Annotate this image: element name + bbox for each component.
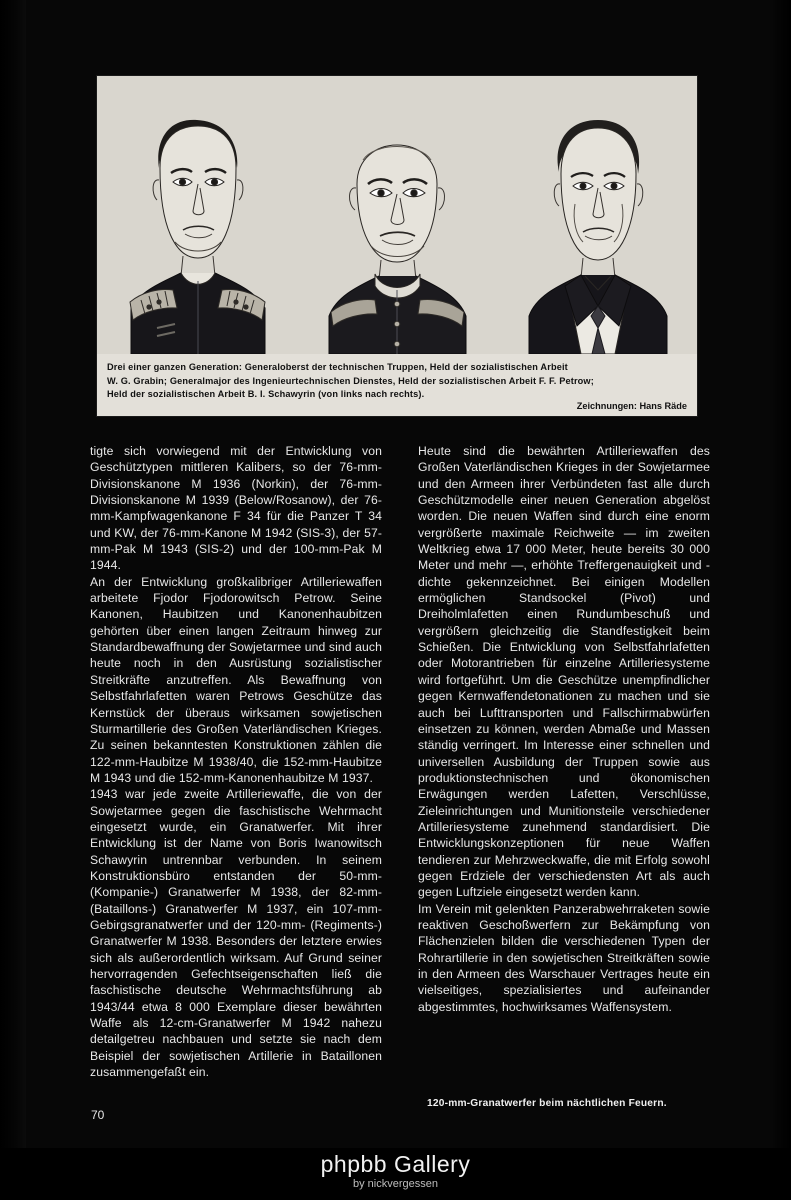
watermark-subtitle: by nickvergessen <box>353 1178 438 1190</box>
paragraph: Heute sind die bewährten Artilleriewaffen des Großen Vaterländischen Krieges in der Sowjetarmee und den Armeen ihrer Verbündeten fast alle durch Geschützmodelle einer neuen Generation abgelöst worden. Die neuen Waffen sind durch eine enorm vergrößerte maximale Reichweite — im zweiten Weltkrieg etwa 17 000 Meter, heute bereits 30 000 Meter und mehr —, erhöhte Treffergenauigkeit und -dichte gekennzeichnet. Bei einigen Modellen ermöglichen Standsockel (Pivot) und Dreiholmlafetten einen Rundumbeschuß und vergrößern gleichzeitig die Standfestigkeit beim Schießen. Die Entwicklung von Selbstfahrlafetten oder Motorantrieben für einzelne Artilleriesysteme wird fortgeführt. Um die Geschütze unempfindlicher gegen Kernwaffendetonationen zu machen und sie auch bei Lufttransporten und Fallschirmabwürfen einsetzen zu können, werden Abmaße und Massen ständig verringert. Im Interesse einer schnellen und universellen Ausbildung der Truppen sowie aus produktionstechnischen und ökonomischen Erwägungen werden Lafetten, Verschlüsse, Zieleinrichtungen und Munitionsteile verschiedener Artilleriesysteme zunehmend standardisiert. Die Entwicklungskonzeptionen für neue Waffen tendieren zur Mehrzweckwaffe, die mit Erfolg sowohl gegen Erdziele der verschiedensten Art als auch gegen Luftziele eingesetzt werden kann. <box>418 444 710 900</box>
page-right-edge-shadow <box>773 0 791 1148</box>
figure-caption: 120-mm-Granatwerfer beim nächtlichen Feuern. <box>427 1098 667 1109</box>
caption-credit: Zeichnungen: Hans Räde <box>576 401 687 411</box>
paragraph: Im Verein mit gelenkten Panzerabwehrraketen sowie reaktiven Geschoßwerfern zur Bekämpfung von Flächenzielen bilden die verschiedenen Typen der Rohrartillerie in den sowjetischen Streitkräften sowie in den Armeen des Warschauer Vertrages heute ein vielseitiges, spezialisiertes und aufeinander abgestimmtes, hochwirksames Waffensystem. <box>418 901 710 1014</box>
column-left <box>90 443 382 1080</box>
portrait-group <box>97 76 697 354</box>
page-number: 70 <box>91 1108 105 1122</box>
caption-line-2: W. G. Grabin; Generalmajor des Ingenieurtechnischen Dienstes, Held der sozialistischen Arbeit F. F. Petrow; <box>107 375 594 386</box>
illustration-plate <box>97 76 697 416</box>
page-binding-shadow <box>0 0 26 1148</box>
caption-line-1: Drei einer ganzen Generation: Generaloberst der technischen Truppen, Held der sozialistischen Arbeit <box>107 362 568 372</box>
portrait-petrow <box>297 76 497 354</box>
watermark-bar <box>0 1148 791 1200</box>
watermark-title: phpbb Gallery <box>320 1151 471 1177</box>
paragraph: An der Entwicklung großkalibriger Artilleriewaffen arbeitete Fjodor Fjodorowitsch Petrow. Seine Kanonen, Haubitzen und Kanonenhaubitzen gehörten über einen langen Zeitraum hinweg zur Standardbewaffnung der Sowjetarmee und sind auch heute noch in den Ausrüstung sozialistischer Streitkräfte anzutreffen. Als Bewaffnung von Selbstfahrlafetten waren Petrows Geschütze das Kernstück der überaus wirksamen sowjetischen Sturmartillerie des Großen Vaterländischen Krieges. Zu seinen bekanntesten Konstruktionen zählen die 122-mm-Haubitze M 1938/40, die 152-mm-Haubitze M 1943 und die 152-mm-Kanonenhaubitze M 1937. <box>90 574 382 785</box>
paragraph: 1943 war jede zweite Artilleriewaffe, die von der Sowjetarmee gegen die faschistische Wehrmacht eingesetzt wurde, ein Granatwerfer. Mit ihrer Entwicklung ist der Name von Boris Iwanowitsch Schawyrin untrennbar verbunden. In seinem Konstruktionsbüro entstanden der 50-mm- (Kompanie-) Granatwerfer M 1938, der 82-mm- (Bataillons-) Granatwerfer M 1937, ein 107-mm-Gebirgsgranatwerfer und der 120-mm- (Regiments-) Granatwerfer M 1938. Besonders der letztere erwies sich als außerordentlich wirksam. Auf Grund seiner hervorragenden Gefechtseigenschaften ließ die faschistische deutsche Wehrmachtsführung ab 1943/44 etwa 8 000 Exemplare dieser bewährten Waffe als 12-cm-Granatwerfer M 1942 nahezu detailgetreu nachbauen und setzte sie nach dem Beispiel der sowjetischen Artillerie in Bataillonen zusammengefaßt ein. <box>90 787 382 1080</box>
paragraph: tigte sich vorwiegend mit der Entwicklung von Geschütztypen mittleren Kalibers, so der 76-mm-Divisionskanone M 1936 (Norkin), der 76-mm-Divisionskanone M 1939 (Below/Rosanow), der 76-mm-Kampfwagenkanone F 34 für die Panzer T 34 und KW, der 76-mm-Kanone M 1942 (SIS-3), der 57-mm-Pak M 1943 (SIS-2) und der 100-mm-Pak M 1944. <box>90 444 382 573</box>
article-body <box>90 443 710 1080</box>
caption-line-3: Held der sozialistischen Arbeit B. I. Schawyrin (von links nach rechts). <box>107 389 425 399</box>
portrait-grabin <box>97 76 297 354</box>
portrait-schawyrin <box>497 76 697 354</box>
plate-caption <box>97 354 697 416</box>
column-right <box>418 443 710 1080</box>
